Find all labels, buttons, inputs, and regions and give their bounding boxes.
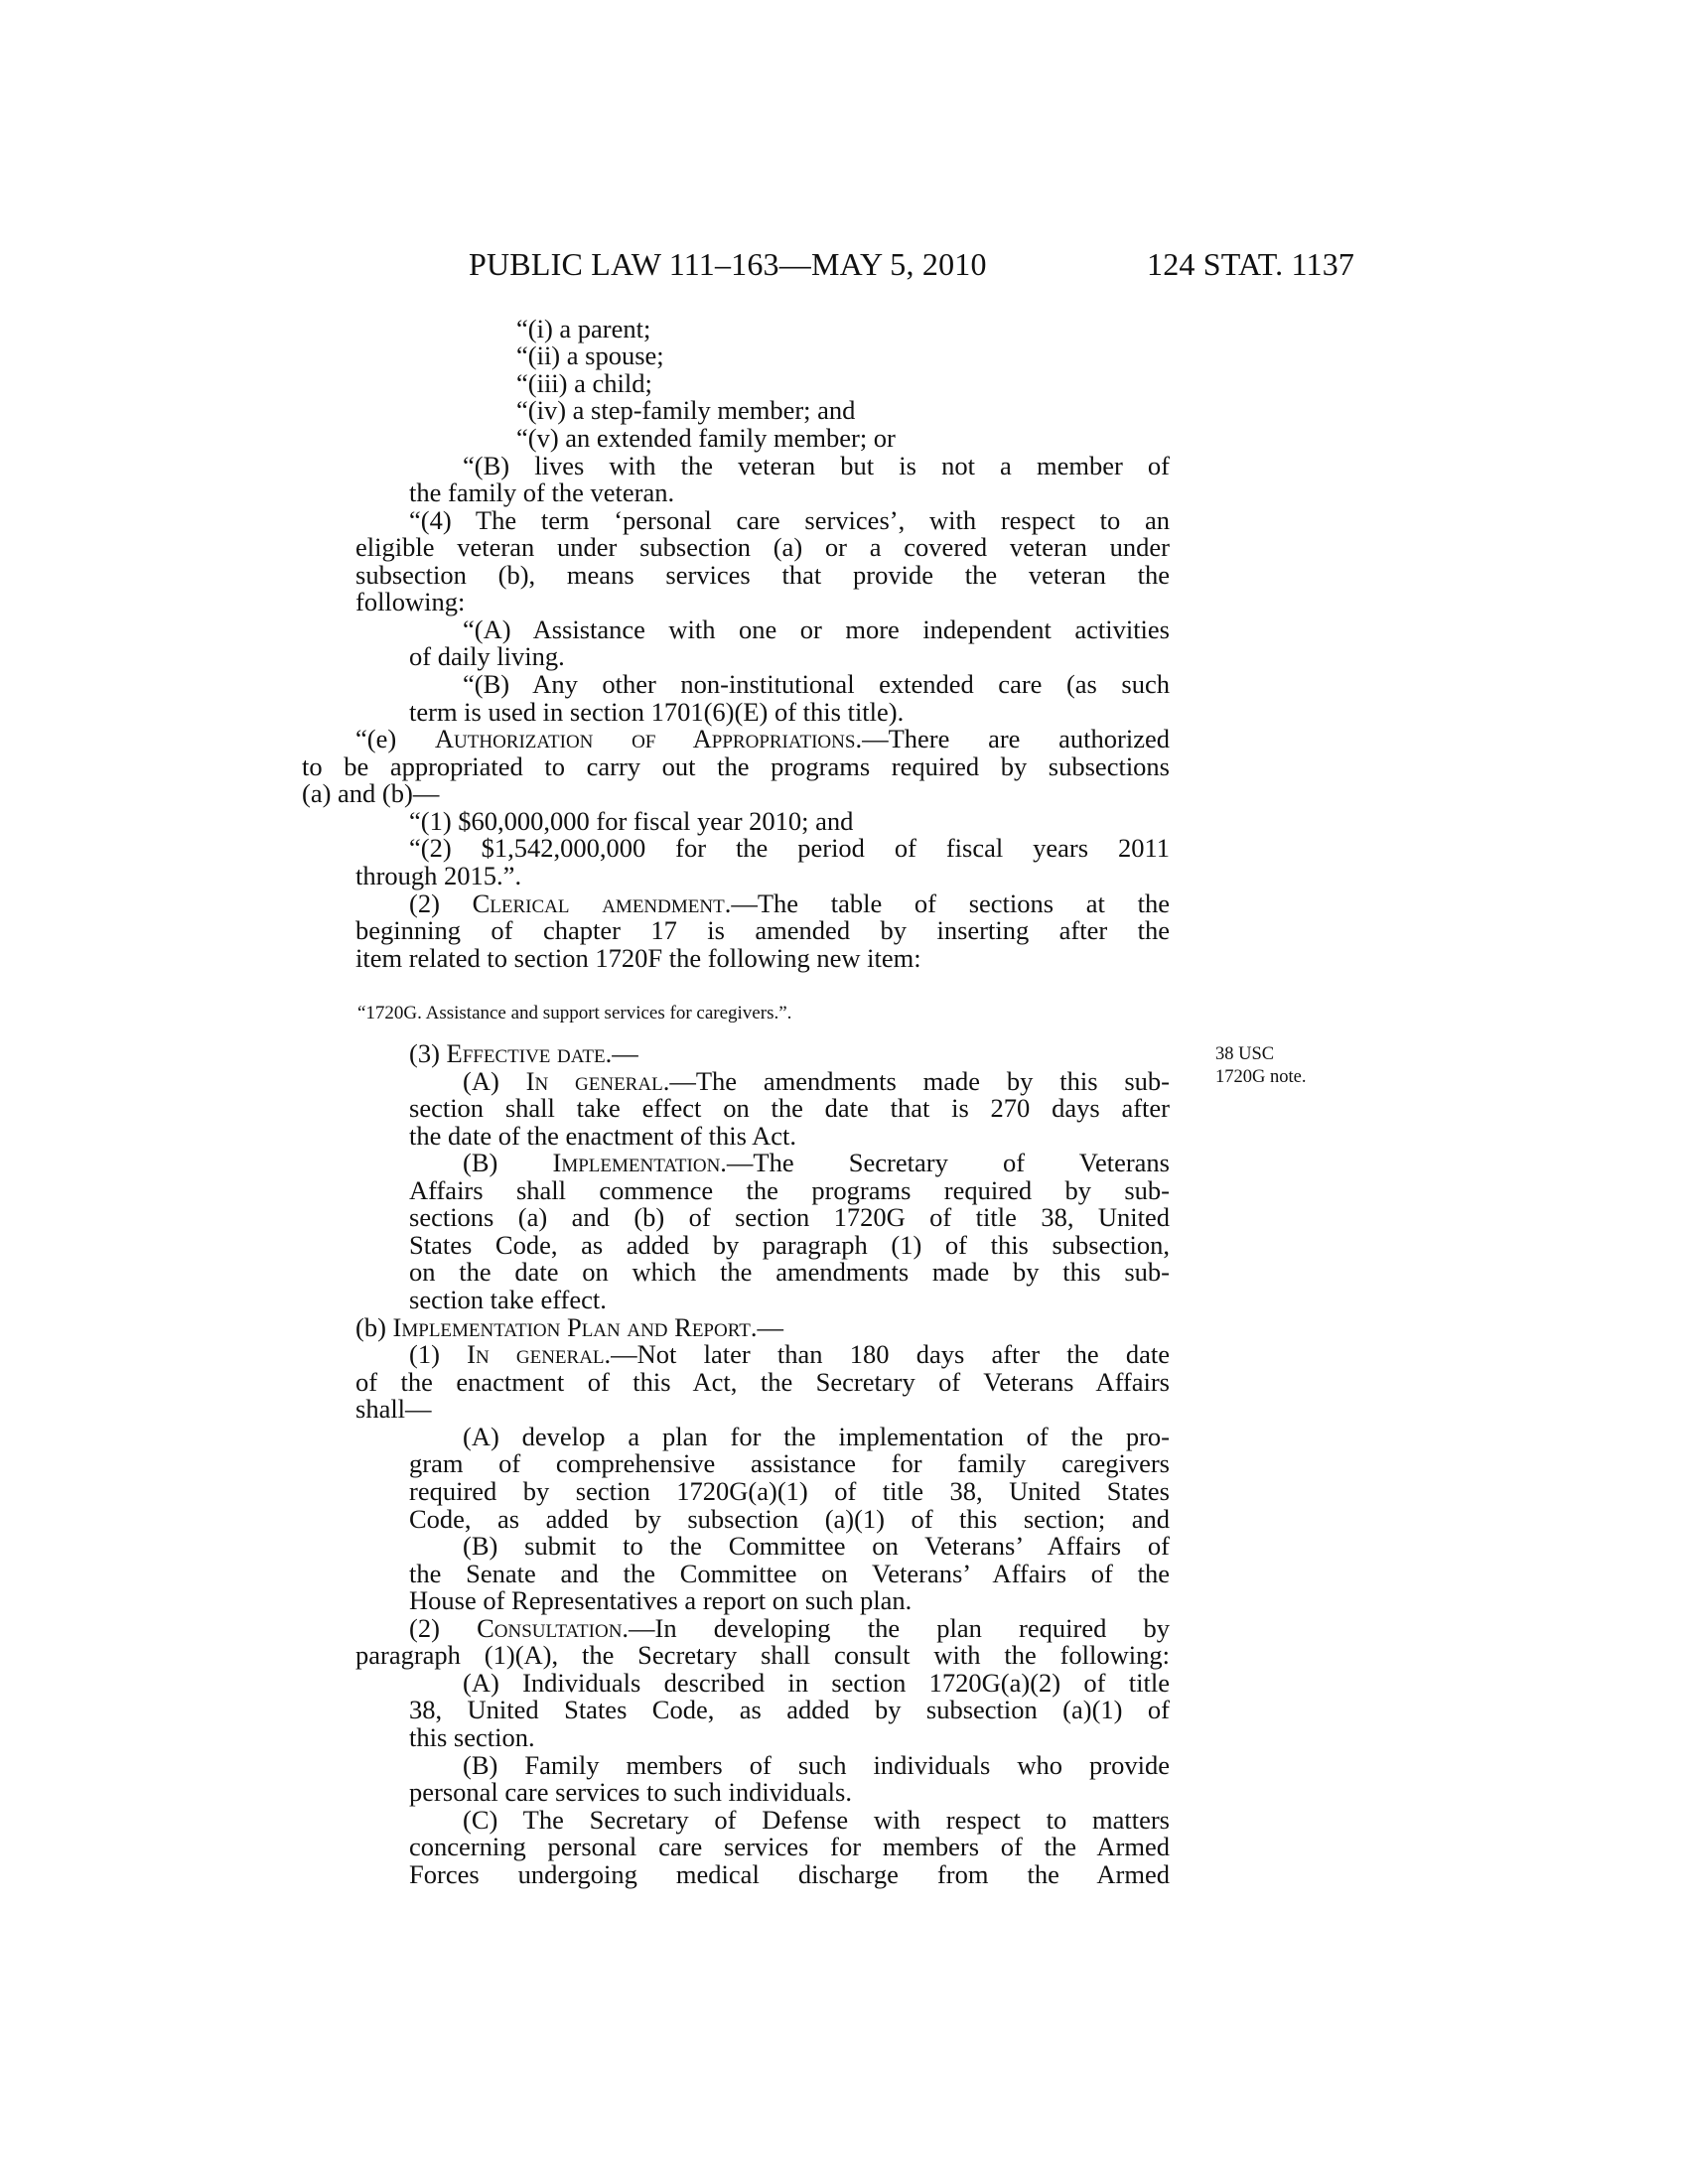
text-line: “(B) lives with the veteran but is not a member of — [463, 453, 1170, 480]
text-line: to be appropriated to carry out the programs required by subsections — [302, 753, 1170, 781]
text-line: the family of the veteran. — [409, 478, 675, 507]
text-line: 38, United States Code, as added by subsection (a)(1) of — [409, 1697, 1170, 1724]
text-line: term is used in section 1701(6)(E) of this title). — [409, 697, 905, 727]
text-line: (a) and (b)— — [302, 778, 440, 808]
text-line: (B) Family members of such individuals who provide — [463, 1752, 1170, 1780]
text-line: Affairs shall commence the programs required by sub- — [409, 1177, 1170, 1205]
text-line: this section. — [409, 1722, 535, 1752]
text-line: “(1) $60,000,000 for fiscal year 2010; and — [409, 806, 854, 836]
text-line: “(v) an extended family member; or — [516, 423, 896, 453]
text-line: item related to section 1720F the following new item: — [355, 943, 921, 973]
margin-note-citation-detail: 1720G note. — [1215, 1067, 1307, 1087]
text-line: House of Representatives a report on such plan. — [409, 1585, 913, 1615]
text-line: Code, as added by subsection (a)(1) of this section; and — [409, 1506, 1170, 1534]
text-line: (A) In general.—The amendments made by this sub- — [463, 1068, 1170, 1096]
text-line: (2) Clerical amendment.—The table of sections at the — [409, 890, 1170, 918]
margin-note-citation: 38 USC — [1215, 1044, 1275, 1064]
text-line: of daily living. — [409, 641, 565, 671]
text-line: personal care services to such individuals. — [409, 1777, 852, 1807]
page-header-title: PUBLIC LAW 111–163—MAY 5, 2010 — [469, 246, 987, 282]
text-line: of the enactment of this Act, the Secretary of Veterans Affairs — [355, 1369, 1170, 1397]
text-line: “(iv) a step-family member; and — [516, 395, 856, 425]
text-line: on the date on which the amendments made by this sub- — [409, 1259, 1170, 1287]
text-line: “(4) The term ‘personal care services’, with respect to an — [409, 507, 1170, 535]
text-line: section take effect. — [409, 1285, 607, 1314]
text-line: “(A) Assistance with one or more independent activities — [463, 616, 1170, 644]
text-line: required by section 1720G(a)(1) of title 38, United States — [409, 1478, 1170, 1506]
text-line: concerning personal care services for members of the Armed — [409, 1834, 1170, 1861]
text-line: “(iii) a child; — [516, 368, 652, 398]
text-line: the Senate and the Committee on Veterans’ Affairs of the — [409, 1561, 1170, 1588]
text-line: shall— — [355, 1394, 432, 1424]
text-line: following: — [355, 587, 466, 616]
text-line: beginning of chapter 17 is amended by inserting after the — [355, 917, 1170, 945]
text-line: Forces undergoing medical discharge from the Armed — [409, 1861, 1170, 1889]
text-line: (B) submit to the Committee on Veterans’ Affairs of — [463, 1533, 1170, 1561]
text-line: (B) Implementation.—The Secretary of Veterans — [463, 1150, 1170, 1177]
text-line: (3) Effective date.— — [409, 1038, 638, 1068]
text-line: paragraph (1)(A), the Secretary shall consult with the following: — [355, 1642, 1170, 1670]
text-line: subsection (b), means services that provide the veteran the — [355, 562, 1170, 590]
text-line: “(B) Any other non-institutional extended care (as such — [463, 671, 1170, 699]
text-line: (b) Implementation Plan and Report.— — [355, 1312, 783, 1342]
text-line: “(ii) a spouse; — [516, 341, 664, 370]
text-line: “(e) Authorization of Appropriations.—There are authorized — [355, 726, 1170, 753]
text-line: gram of comprehensive assistance for family caregivers — [409, 1450, 1170, 1478]
text-line: (A) develop a plan for the implementation of the pro- — [463, 1424, 1170, 1451]
text-line: “(2) $1,542,000,000 for the period of fiscal years 2011 — [409, 835, 1170, 863]
page-header-stat: 124 STAT. 1137 — [1147, 246, 1355, 282]
text-line: eligible veteran under subsection (a) or a covered veteran under — [355, 534, 1170, 562]
text-line: (1) In general.—Not later than 180 days after the date — [409, 1341, 1170, 1369]
text-line: (A) Individuals described in section 1720G(a)(2) of title — [463, 1670, 1170, 1698]
text-line: “(i) a parent; — [516, 314, 651, 343]
text-line: the date of the enactment of this Act. — [409, 1121, 797, 1151]
text-line: section shall take effect on the date that is 270 days after — [409, 1095, 1170, 1123]
text-line: (C) The Secretary of Defense with respect to matters — [463, 1807, 1170, 1835]
text-line: (2) Consultation.—In developing the plan required by — [409, 1615, 1170, 1643]
table-of-sections-entry: “1720G. Assistance and support services for caregivers.”. — [357, 1003, 792, 1024]
text-line: through 2015.”. — [355, 861, 522, 890]
text-line: sections (a) and (b) of section 1720G of title 38, United — [409, 1204, 1170, 1232]
text-line: States Code, as added by paragraph (1) of this subsection, — [409, 1232, 1170, 1260]
